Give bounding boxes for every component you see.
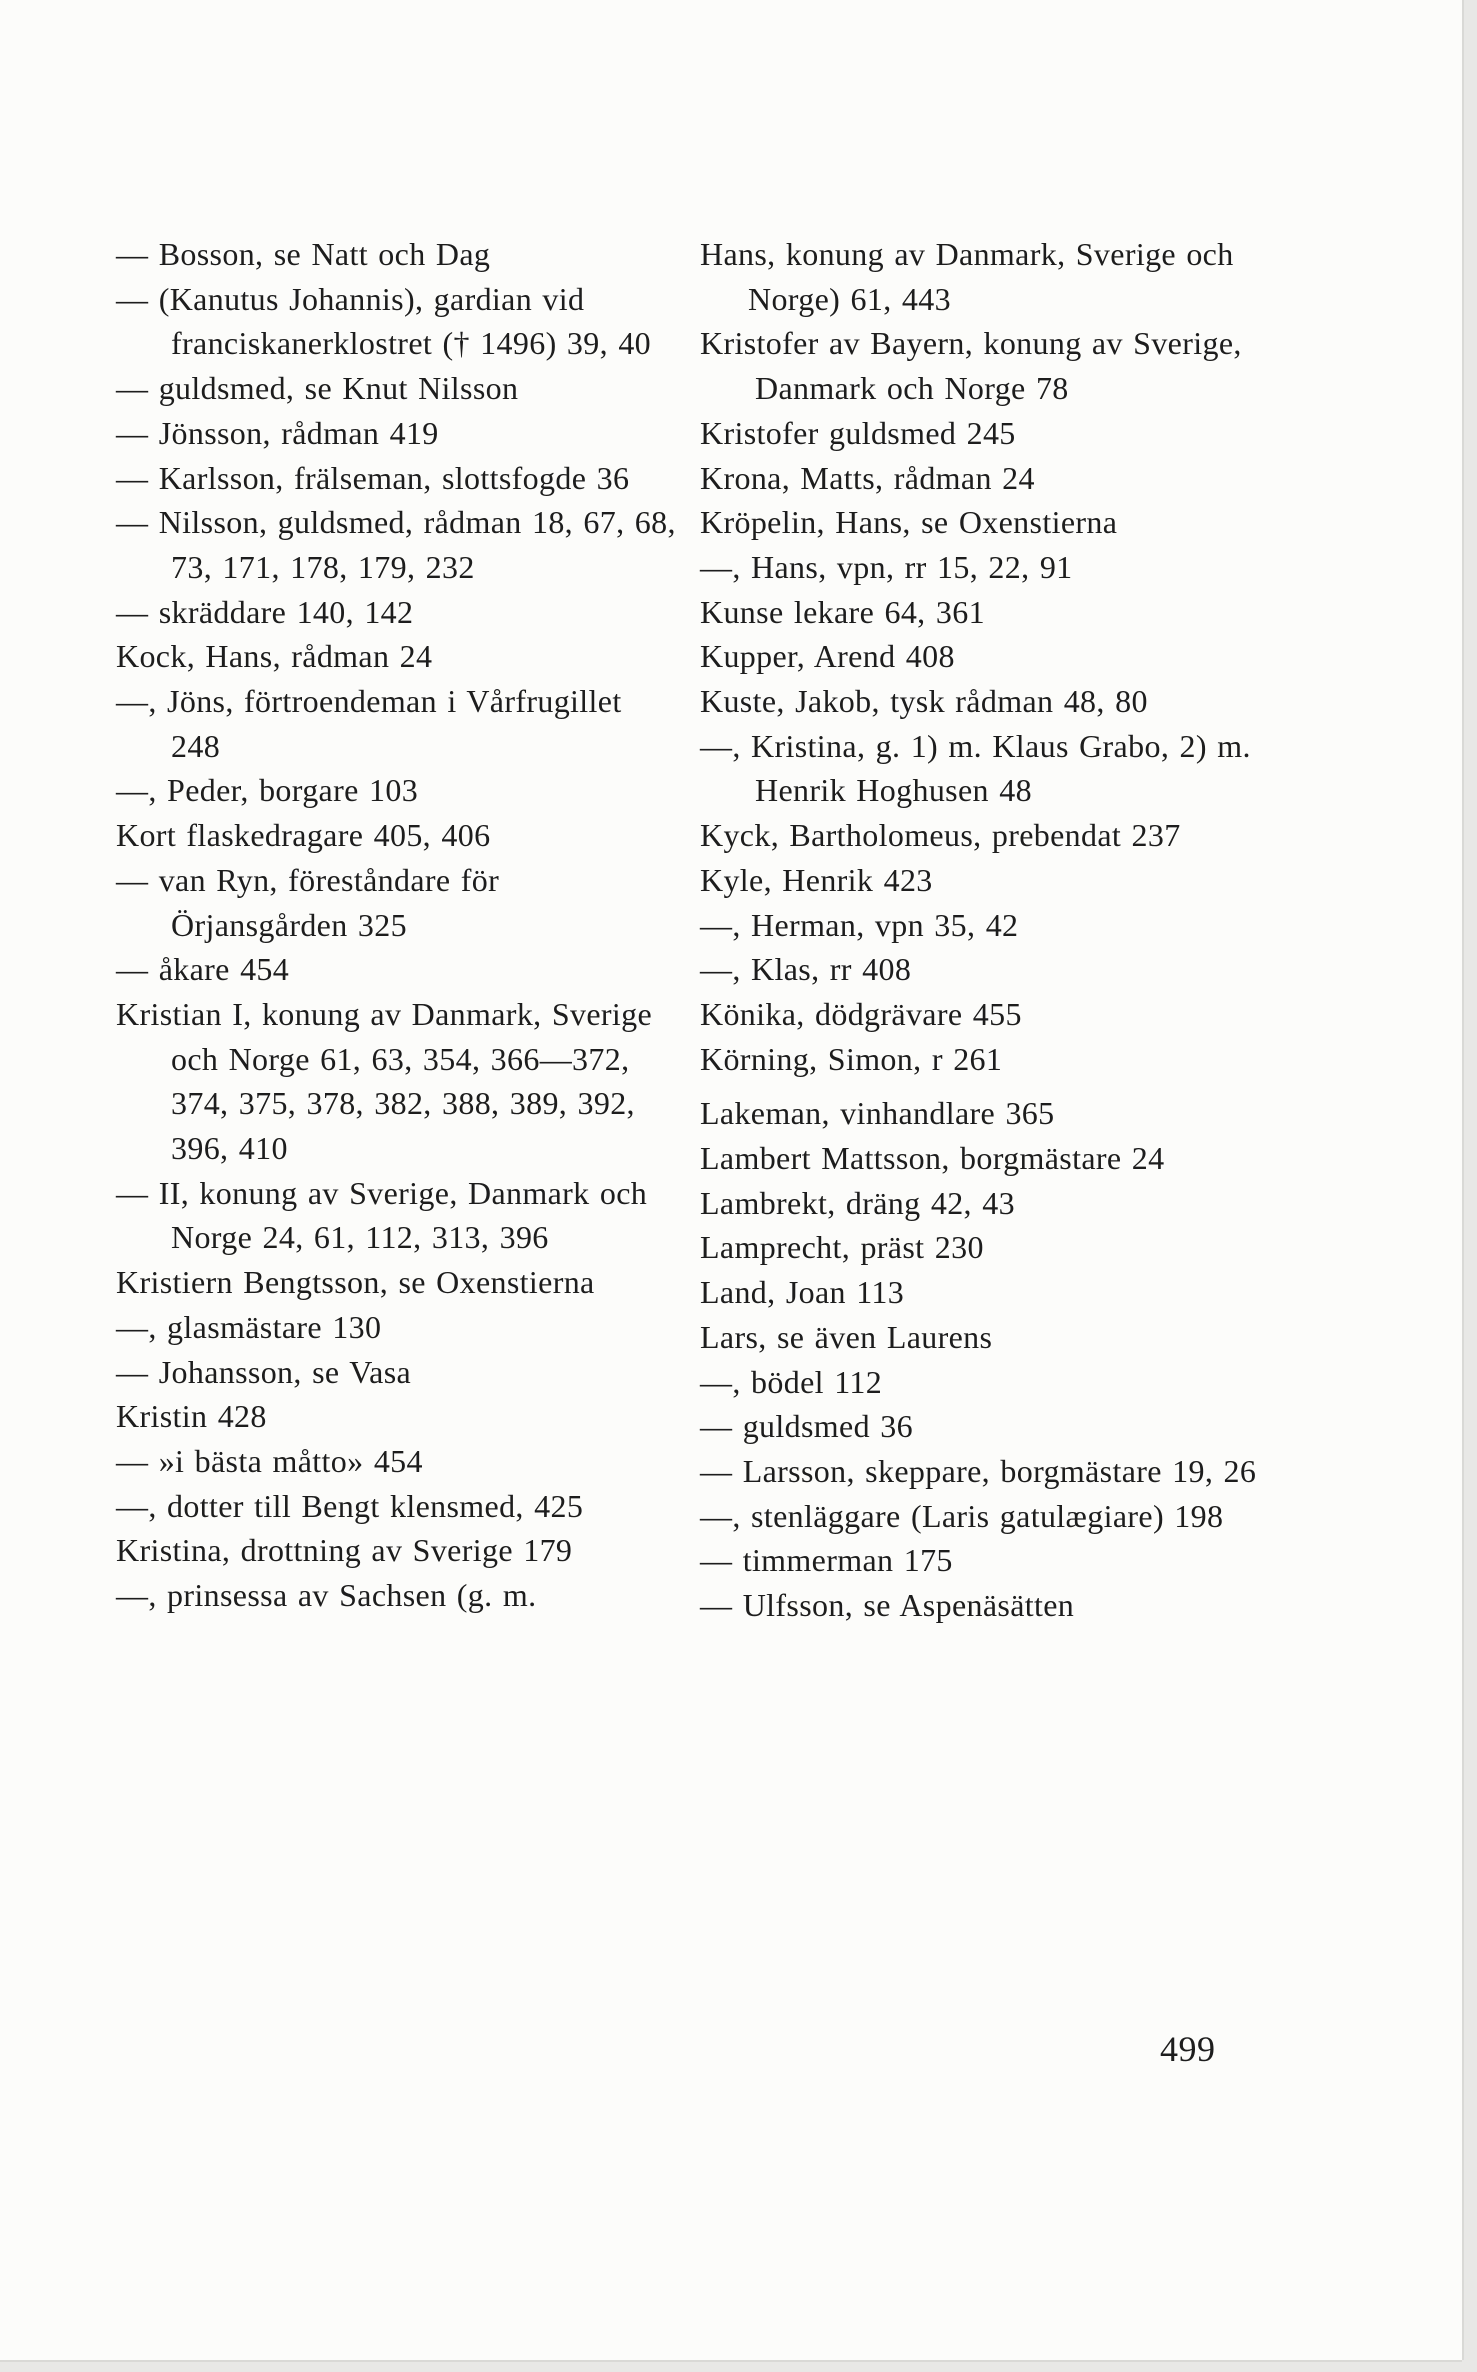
- index-entry: Kunse lekare 64, 361: [700, 593, 985, 630]
- index-entry: —, Hans, vpn, rr 15, 22, 91: [700, 548, 1073, 585]
- index-entry: — guldsmed, se Knut Nilsson: [116, 370, 519, 407]
- index-entry: Kyck, Bartholomeus, prebendat 237: [700, 817, 1181, 854]
- index-column-right: [700, 232, 1260, 1628]
- index-entry: Land, Joan 113: [700, 1274, 905, 1311]
- index-entry: — timmerman 175: [700, 1542, 953, 1579]
- index-entry: Kristofer av Bayern, konung av Sverige, Danmark och Norge 78: [700, 325, 1242, 407]
- index-entry: — »i bästa måtto» 454: [116, 1442, 423, 1479]
- index-entry: Körning, Simon, r 261: [700, 1040, 1003, 1077]
- index-entry: —, dotter till Bengt klensmed, 425: [116, 1487, 584, 1524]
- index-entry: — guldsmed 36: [700, 1408, 913, 1445]
- index-entry: —, Herman, vpn 35, 42: [700, 906, 1019, 943]
- index-entry: — Jönsson, rådman 419: [116, 414, 439, 451]
- index-entry: — Nilsson, guldsmed, rådman 18, 67, 68, 73, 171, 178, 179, 232: [116, 504, 676, 585]
- index-entry: — van Ryn, föreståndare för Örjansgården 325: [116, 861, 500, 943]
- index-entry: Lamprecht, präst 230: [700, 1229, 984, 1266]
- index-entry: Kristina, drottning av Sverige 179: [116, 1532, 573, 1569]
- index-entry: —, glasmästare 130: [116, 1308, 382, 1345]
- index-entry: — Bosson, se Natt och Dag: [116, 236, 491, 272]
- page-number: 499: [1160, 2029, 1216, 2069]
- index-entry: Könika, dödgrävare 455: [700, 995, 1022, 1032]
- index-entry: —, Jöns, förtroendeman i Vårfrugillet 248: [116, 683, 622, 764]
- index-entry: —, stenläggare (Laris gatulægiare) 198: [700, 1497, 1224, 1534]
- index-entry: Lambert Mattsson, borgmästare 24: [700, 1140, 1165, 1177]
- index-entry: Kyle, Henrik 423: [700, 861, 933, 898]
- index-entry: Kristiern Bengtsson, se Oxenstierna: [116, 1264, 595, 1301]
- index-entry: Kristian I, konung av Danmark, Sverige och Norge 61, 63, 354, 366—372, 374, 375, 378, 382, 388, 389, 392, 396, 410: [116, 995, 653, 1167]
- index-entry: Lakeman, vinhandlare 365: [700, 1095, 1055, 1132]
- index-entry: Kuste, Jakob, tysk rådman 48, 80: [700, 683, 1148, 720]
- index-entry: —, prinsessa av Sachsen (g. m.: [116, 1577, 537, 1614]
- index-column-left: [116, 232, 676, 1618]
- index-entry: — Karlsson, frälseman, slottsfogde 36: [116, 459, 630, 496]
- index-entry: Kock, Hans, rådman 24: [116, 638, 433, 675]
- index-entry: — skräddare 140, 142: [116, 593, 414, 630]
- index-entry: Lars, se även Laurens: [700, 1318, 993, 1355]
- index-entry-continuation: Hans, konung av Danmark, Sverige och Norge) 61, 443: [700, 236, 1234, 317]
- index-entry: Kristin 428: [116, 1398, 267, 1435]
- index-entry: — åkare 454: [116, 951, 290, 988]
- index-entry: —, Peder, borgare 103: [116, 772, 419, 809]
- index-entry: Lambrekt, dräng 42, 43: [700, 1184, 1015, 1221]
- index-entry: — Ulfsson, se Aspenäsätten: [700, 1587, 1075, 1624]
- index-entry: — Larsson, skeppare, borgmästare 19, 26: [700, 1452, 1257, 1489]
- index-entry: — II, konung av Sverige, Danmark och Norge 24, 61, 112, 313, 396: [116, 1174, 648, 1256]
- index-entry: Kort flaskedragare 405, 406: [116, 817, 491, 854]
- index-entry: —, bödel 112: [700, 1363, 883, 1400]
- index-entry: Kristofer guldsmed 245: [700, 414, 1016, 451]
- index-entry: —, Kristina, g. 1) m. Klaus Grabo, 2) m. Henrik Hoghusen 48: [700, 727, 1251, 809]
- index-entry: —, Klas, rr 408: [700, 951, 912, 988]
- index-entry: Krona, Matts, rådman 24: [700, 459, 1035, 496]
- index-entry: — Johansson, se Vasa: [116, 1353, 412, 1390]
- index-entry: Kröpelin, Hans, se Oxenstierna: [700, 504, 1118, 541]
- index-entry: — (Kanutus Johannis), gardian vid franciskanerklostret († 1496) 39, 40: [116, 280, 652, 362]
- index-entry: Kupper, Arend 408: [700, 638, 955, 675]
